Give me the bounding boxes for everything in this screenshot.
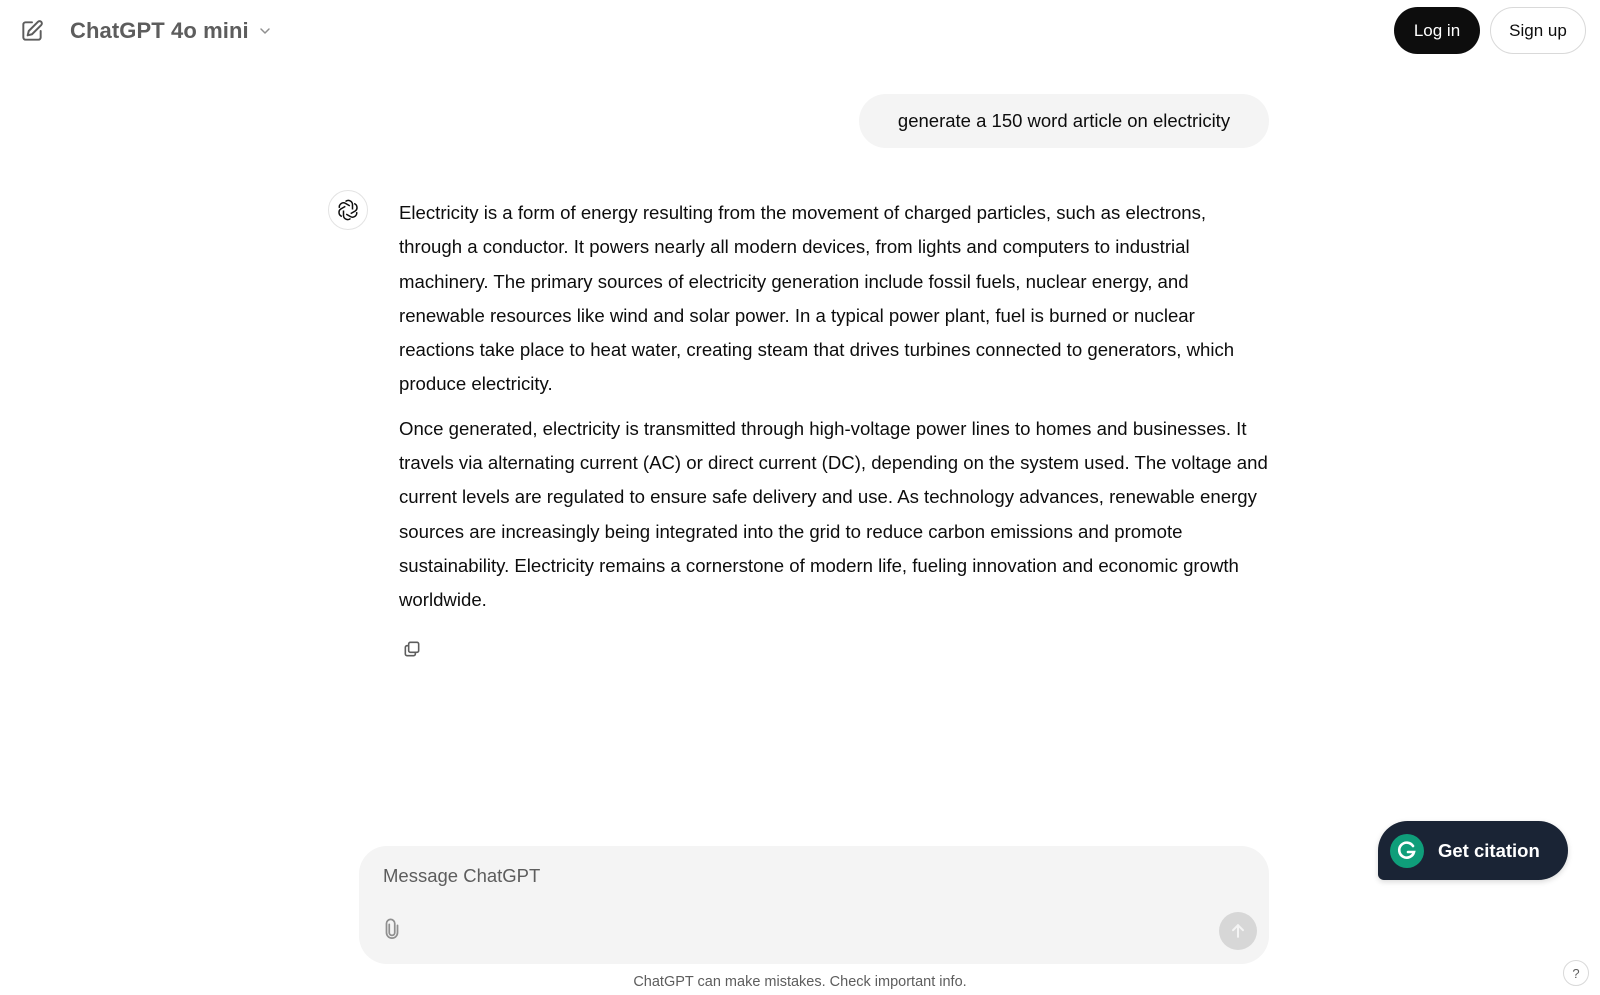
- help-button[interactable]: ?: [1563, 960, 1589, 986]
- assistant-avatar: [328, 190, 368, 230]
- model-name: ChatGPT 4o mini: [70, 18, 249, 43]
- assistant-paragraph: Once generated, electricity is transmitted through high-voltage power lines to homes and businesses. It travels via alternating current (AC) or direct current (DC), depending on the system used. The voltage and current levels are regulated to ensure safe delivery and use. As technology advances, renewable energy sources are increasingly being integrated into the grid to reduce carbon emissions and promote sustainability. Electricity remains a cornerstone of modern life, fueling innovation and economic growth worldwide.: [399, 417, 1268, 611]
- top-bar: [0, 0, 1600, 62]
- login-button[interactable]: Log in: [1394, 7, 1480, 54]
- chevron-down-icon: [257, 23, 273, 39]
- new-chat-button[interactable]: [14, 13, 50, 49]
- user-message-text: generate a 150 word article on electricity: [897, 110, 1231, 131]
- user-message-bubble: [859, 94, 1269, 148]
- assistant-paragraph: Electricity is a form of energy resulting from the movement of charged particles, such as electrons, through a conductor. It powers nearly all modern devices, from lights and computers to industrial machinery. The primary sources of electricity generation include fossil fuels, nuclear energy, and renewable resources like wind and solar power. In a typical power plant, fuel is burned or nuclear reactions take place to heat water, creating steam that drives turbines connected to generators, which produce electricity.: [399, 202, 1235, 395]
- copy-button[interactable]: [400, 637, 424, 661]
- send-button[interactable]: [1219, 912, 1257, 950]
- message-input[interactable]: [381, 860, 1165, 892]
- new-chat-icon: [19, 18, 45, 44]
- assistant-message: [399, 196, 1274, 628]
- openai-logo-icon: [336, 198, 360, 222]
- message-composer: [359, 846, 1269, 964]
- signup-button[interactable]: Sign up: [1490, 7, 1586, 54]
- grammarly-logo-icon: [1390, 834, 1424, 868]
- disclaimer-text: ChatGPT can make mistakes. Check important info.: [633, 974, 967, 990]
- get-citation-button[interactable]: [1378, 821, 1568, 880]
- get-citation-label: Get citation: [1438, 839, 1540, 861]
- arrow-up-icon: [1228, 921, 1248, 941]
- model-selector[interactable]: [60, 12, 283, 50]
- copy-icon: [402, 639, 422, 659]
- attach-button[interactable]: [377, 914, 407, 944]
- paperclip-icon: [381, 918, 403, 940]
